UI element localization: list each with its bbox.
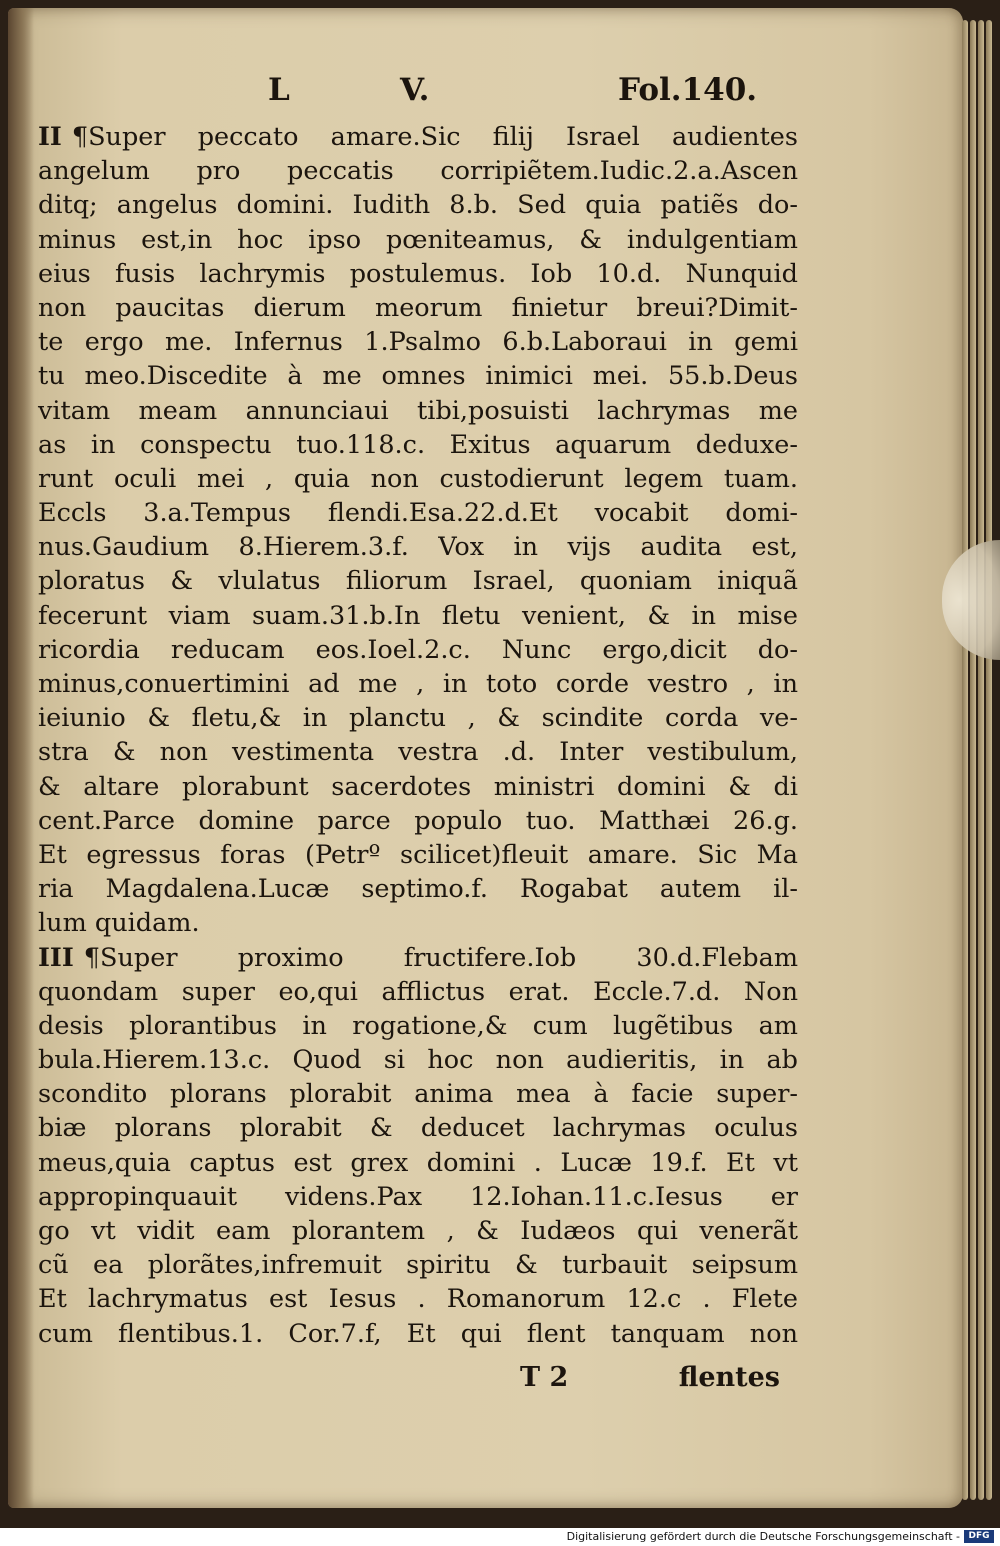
line-text: quondam super eo,qui afflictus erat. Eccle.7.d. Non (38, 976, 798, 1007)
text-line (38, 1180, 798, 1214)
text-line (38, 1282, 798, 1316)
page-edge (970, 20, 976, 1500)
text-line (38, 394, 798, 428)
text-line (38, 872, 798, 906)
running-head (268, 72, 768, 116)
text-line (38, 120, 798, 154)
line-text: ditq; angelus domini. Iudith 8.b. Sed quia patiẽs do- (38, 190, 798, 221)
line-text: te ergo me. Infernus 1.Psalmo 6.b.Laboraui in gemi (38, 327, 798, 358)
body-text (38, 120, 798, 1351)
line-text: ricordia reducam eos.Ioel.2.c. Nunc ergo,dicit do- (38, 634, 798, 665)
line-text: tu meo.Discedite à me omnes inimici mei. 55.b.Deus (38, 361, 798, 392)
catchword: flentes (678, 1362, 780, 1393)
line-text: nus.Gaudium 8.Hierem.3.f. Vox in vijs audita est, (38, 532, 798, 563)
text-line (38, 701, 798, 735)
paragraph-number: II (38, 122, 62, 152)
line-text: appropinquauit videns.Pax 12.Iohan.11.c.Iesus er (38, 1181, 798, 1212)
line-text: ieiunio & fletu,& in planctu , & scindite corda ve- (38, 703, 798, 734)
text-line (38, 804, 798, 838)
text-line (38, 838, 798, 872)
page-edge (978, 20, 984, 1500)
text-line (38, 975, 798, 1009)
page-gutter (8, 8, 34, 1508)
text-line (38, 906, 798, 940)
text-line (38, 1009, 798, 1043)
digitization-footer (0, 1528, 1000, 1546)
line-text: & altare plorabunt sacerdotes ministri domini & di (38, 771, 798, 802)
signature-mark: T 2 (520, 1362, 569, 1393)
text-line (38, 257, 798, 291)
line-text: Et lachrymatus est Iesus . Romanorum 12.c . Flete (38, 1284, 798, 1315)
text-line (38, 154, 798, 188)
dfg-logo: DFG (964, 1530, 994, 1543)
line-text: cum flentibus.1. Cor.7.f, Et qui flent tanquam non (38, 1318, 798, 1349)
text-line (38, 735, 798, 769)
text-line (38, 462, 798, 496)
text-line (38, 291, 798, 325)
line-text: angelum pro peccatis corripiẽtem.Iudic.2.a.Ascen (38, 156, 798, 187)
line-text: cent.Parce domine parce populo tuo. Matthæi 26.g. (38, 805, 798, 836)
line-text: runt oculi mei , quia non custodierunt legem tuam. (38, 463, 798, 494)
line-text: Eccls 3.a.Tempus flendi.Esa.22.d.Et vocabit domi- (38, 498, 798, 529)
text-line (38, 496, 798, 530)
text-line (38, 1248, 798, 1282)
text-line (38, 325, 798, 359)
text-line (38, 1317, 798, 1351)
paragraph-number: III (38, 942, 74, 973)
line-text: desis plorantibus in rogatione,& cum lugẽtibus am (38, 1010, 798, 1041)
text-line (38, 1214, 798, 1248)
text-line (38, 1146, 798, 1180)
line-text: bula.Hierem.13.c. Quod si hoc non audieritis, in ab (38, 1045, 798, 1076)
text-line (38, 530, 798, 564)
line-text: as in conspectu tuo.118.c. Exitus aquarum deduxe- (38, 429, 798, 460)
line-text: minus est,in hoc ipso pœniteamus, & indulgentiam (38, 224, 798, 255)
text-line (38, 359, 798, 393)
text-line (38, 941, 798, 975)
text-line (38, 770, 798, 804)
text-line (38, 428, 798, 462)
running-head-letter-right: V. (400, 72, 430, 108)
text-line (38, 599, 798, 633)
line-text: go vt vidit eam plorantem , & Iudæos qui venerãt (38, 1216, 798, 1246)
line-text: minus,conuertimini ad me , in toto corde vestro , in (38, 669, 798, 699)
text-line (38, 667, 798, 701)
line-text: lum quidam. (38, 908, 200, 939)
line-text: biæ plorans plorabit & deducet lachrymas oculus (38, 1113, 798, 1144)
text-line (38, 1077, 798, 1111)
line-text: meus,quia captus est grex domini . Lucæ 19.f. Et vt (38, 1147, 798, 1178)
line-text: stra & non vestimenta vestra .d. Inter vestibulum, (38, 737, 798, 768)
line-text: scondito plorans plorabit anima mea à facie super- (38, 1079, 798, 1110)
text-line (38, 633, 798, 667)
line-text: ria Magdalena.Lucæ septimo.f. Rogabat autem il- (38, 874, 798, 905)
folio-number: Fol.140. (618, 72, 758, 108)
line-text: eius fusis lachrymis postulemus. Iob 10.d. Nunquid (38, 258, 798, 289)
line-text: vitam meam annunciaui tibi,posuisti lachrymas me (38, 395, 798, 426)
text-line (38, 1111, 798, 1145)
text-line (38, 188, 798, 222)
line-text: ¶Super peccato amare.Sic filij Israel audientes (71, 122, 798, 152)
line-text: ploratus & vlulatus filiorum Israel, quoniam iniquã (38, 566, 798, 597)
text-line (38, 223, 798, 257)
page-edge (962, 20, 968, 1500)
page-edge (986, 20, 992, 1500)
line-text: fecerunt viam suam.31.b.In fletu venient, & in mise (38, 600, 798, 631)
line-text: non paucitas dierum meorum finietur breui?Dimit- (38, 292, 798, 323)
funding-credit: Digitalisierung gefördert durch die Deutsche Forschungsgemeinschaft - (566, 1530, 960, 1543)
text-line (38, 564, 798, 598)
line-text: Et egressus foras (Petrº scilicet)fleuit amare. Sic Ma (38, 839, 798, 870)
line-text: cũ ea plorãtes,infremuit spiritu & turbauit seipsum (38, 1250, 798, 1281)
line-text: ¶Super proximo fructifere.Iob 30.d.Flebam (83, 942, 798, 973)
text-line (38, 1043, 798, 1077)
running-head-letter-left: L (268, 72, 290, 108)
page-footer-marks (520, 1362, 780, 1398)
